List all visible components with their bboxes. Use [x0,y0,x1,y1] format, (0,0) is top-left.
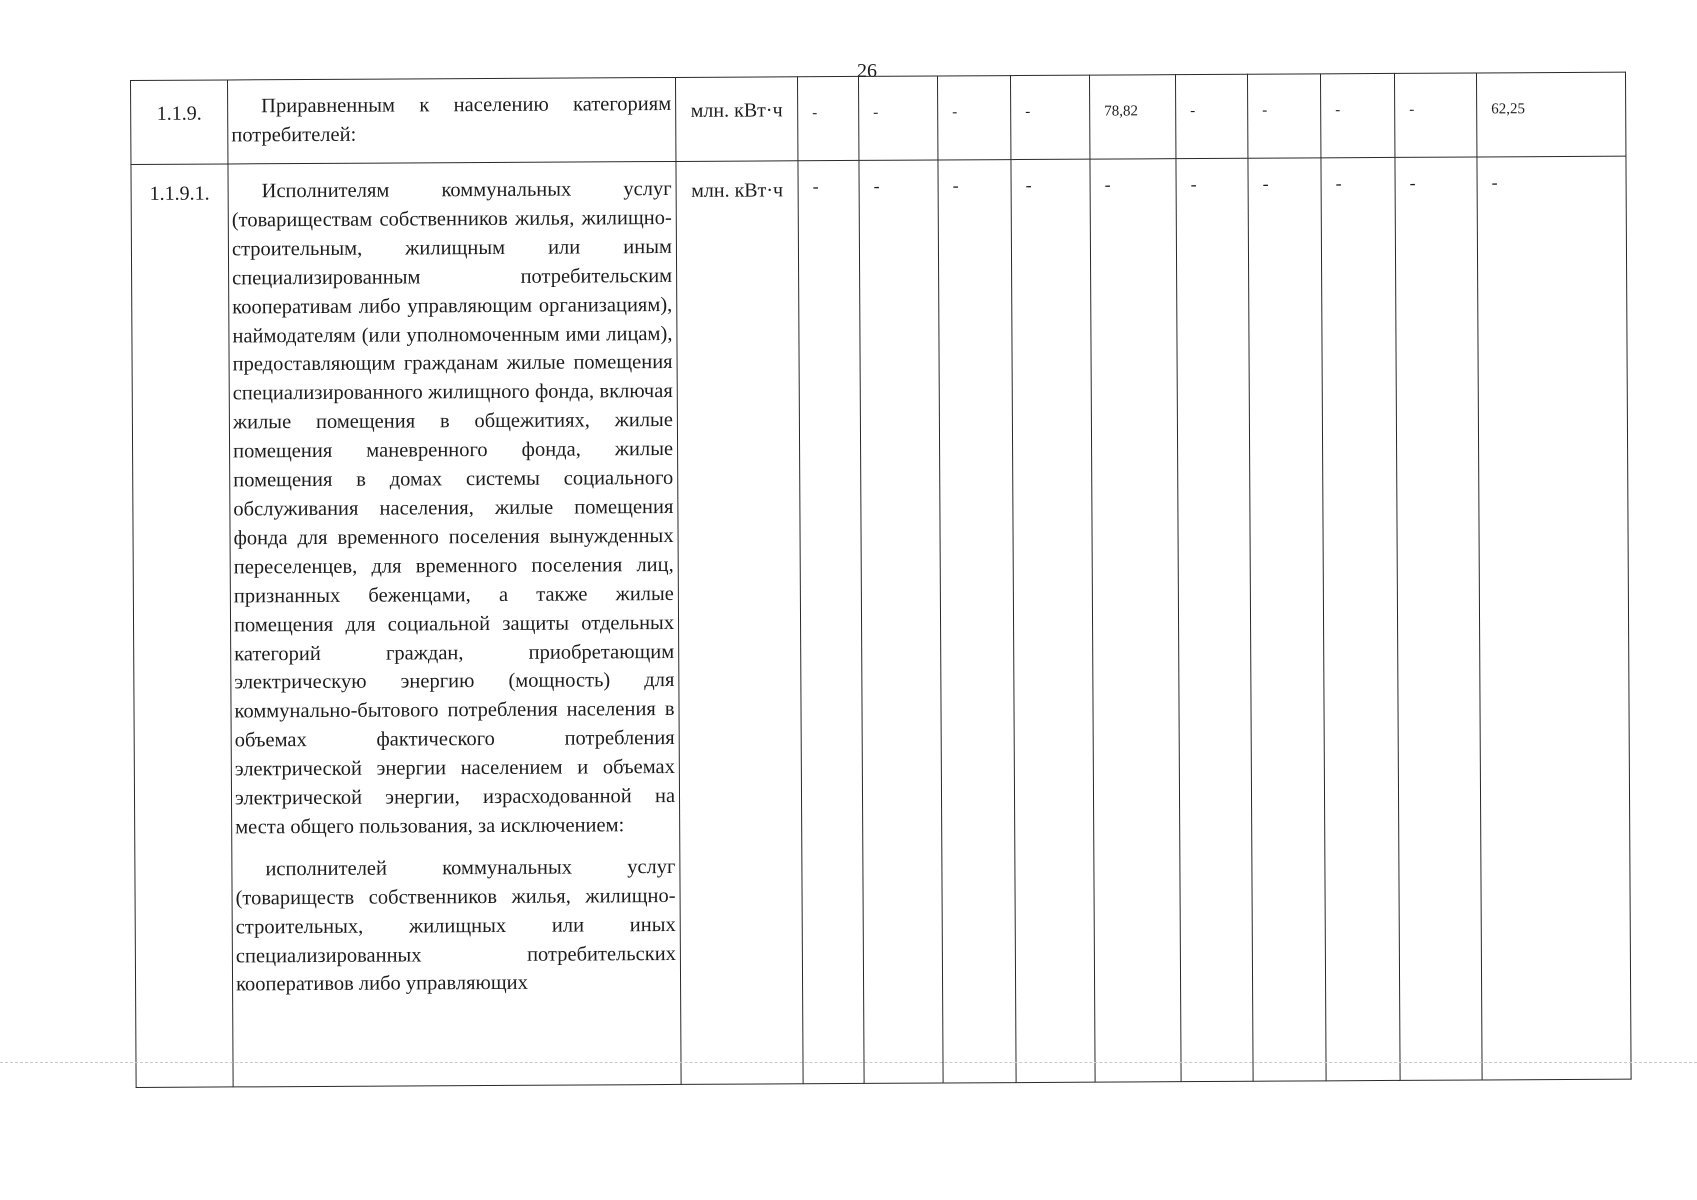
value-cell: - [1011,159,1095,1082]
unit-cell: млн. кВт·ч [676,161,803,1085]
value-cell: - [1176,158,1253,1081]
value-cell: - [1247,74,1320,158]
table-row [131,156,1631,1087]
page-number: 26 [857,60,877,82]
value-cell: 62,25 [1476,72,1625,157]
value-cell: 78,82 [1089,75,1175,159]
row-code: 1.1.9.1. [131,164,233,1088]
description-text: Приравненным к населению категориям потребителей: [231,92,672,147]
value-cell: - [937,76,1010,160]
value-cell: - [1090,159,1181,1082]
value-cell: - [1321,157,1400,1080]
value-cell: - [1010,75,1089,159]
value-cell: - [1394,73,1476,157]
value-cell: - [1395,157,1482,1080]
value-cell: - [938,160,1016,1083]
row-description [228,77,676,164]
value-cell: - [859,160,943,1083]
description-continued-text: исполнителей коммунальных услуг (товариществ собственников жилья, жилищно-строительных, жилищных или иных специализированных потребительских кооперативов либо управляющих [235,855,676,996]
value-cell: - [1320,73,1394,157]
row-code: 1.1.9. [131,80,228,165]
value-cell: - [797,76,858,160]
value-cell: - [1477,156,1631,1080]
value-cell: - [858,76,937,160]
value-cell: - [1175,74,1247,158]
unit-cell: млн. кВт·ч [675,77,797,162]
description-text: Исполнителям коммунальных услуг (товариществам собственников жилья, жилищно-строительным, жилищным или иным специализированным потребительским кооперативам либо управляющим организациям), наймодателям (или уполномоченным ими лицам), предоставляющим гражданам жилые помещения специализированного жилищного фонда, включая жилые помещения в общежитиях, жилые помещения маневренного фонда, жилые помещения в домах системы социального обслуживания населения, жилые помещения фонда для временного поселения вынужденных переселенцев, для временного поселения лиц, признанных беженцами, а также жилые помещения для социальной защиты отдельных категорий граждан, приобретающим электрическую энергию (мощность) для коммунально-бытового потребления населения в объемах фактического потребления электрической энергии населением и объемах электрической энергии, израсходованной на места общего пользования, за исключением: [231,177,676,839]
tariff-table [130,72,1632,1088]
table-row [131,72,1626,164]
scan-fold-line [0,1062,1697,1063]
value-cell: - [798,160,864,1083]
row-description [228,161,681,1086]
value-cell: - [1248,158,1326,1081]
